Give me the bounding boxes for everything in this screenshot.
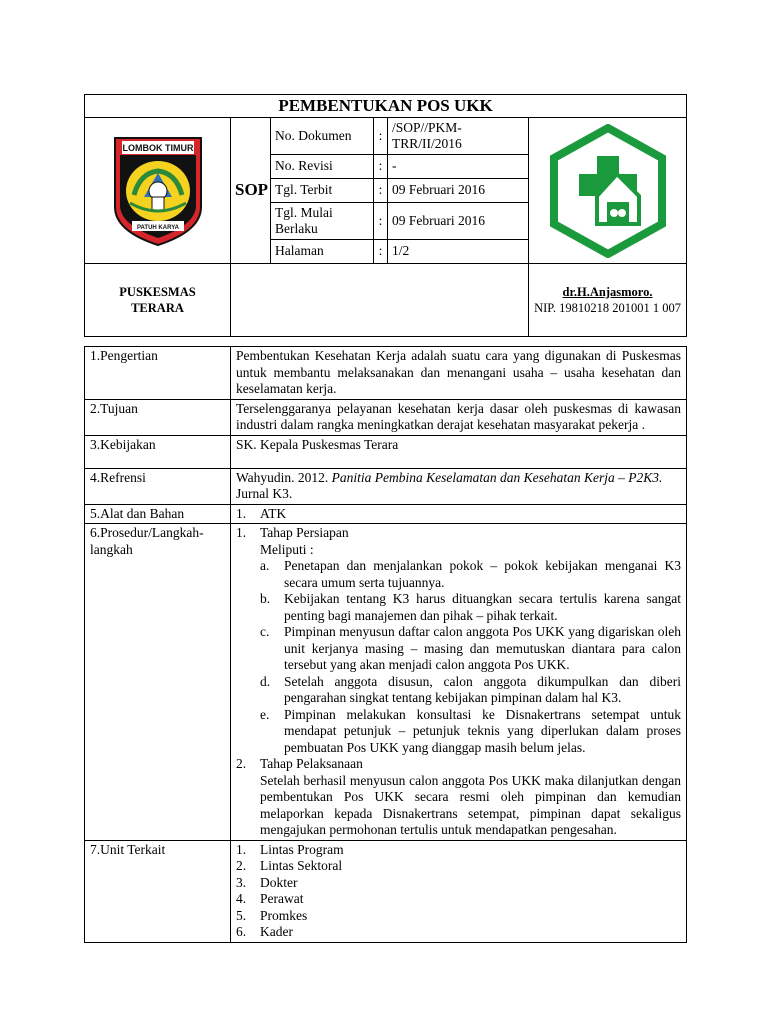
- sop-label: SOP: [231, 118, 271, 264]
- meta-value-issue-date: 09 Februari 2016: [388, 179, 529, 203]
- list-item: 1. Lintas Program: [236, 841, 344, 857]
- section-label-unit: 7.Unit Terkait: [85, 840, 231, 942]
- list-item: e. Pimpinan melakukan konsultasi ke Disnakertrans setempat untuk mendapat petunjuk – petunjuk teknis yang diperlukan dalam proses pembuatan Pos UKK yang dianggap masih belum jelas.: [260, 706, 681, 755]
- meta-value-revision: -: [388, 155, 529, 179]
- step2-text: Setelah berhasil menyusun calon anggota Pos UKK maka dilanjutkan dengan pembentukan Pos UKK secara resmi oleh pimpinan dan kemudian melaporkan kepada Disnakertrans setempat, pimpinan dapat sekaligus mengajukan permohonan tertulis untuk mendapatkan pengesahan.: [260, 772, 681, 837]
- signatory-name: dr.H.Anjasmoro.: [562, 284, 653, 299]
- section-label-referensi: 4.Refrensi: [85, 468, 231, 504]
- logo-left-cell: [85, 118, 231, 264]
- meta-label-effective-date: Tgl. Mulai Berlaku: [271, 203, 374, 240]
- section-label-kebijakan: 3.Kebijakan: [85, 435, 231, 468]
- section-label-pengertian: 1.Pengertian: [85, 347, 231, 400]
- section-label-prosedur: 6.Prosedur/Langkah-langkah: [85, 524, 231, 841]
- list-item: d. Setelah anggota disusun, calon anggota dikumpulkan dan diberi pengarahan singkat tentang kebijakan pimpinan dalam hal K3.: [260, 673, 681, 705]
- meta-label-doc-no: No. Dokumen: [271, 118, 374, 155]
- list-item: 5. Promkes: [236, 907, 308, 923]
- section-list-unit: [231, 840, 687, 942]
- sop-header-table: [84, 94, 687, 337]
- section-label-tujuan: 2.Tujuan: [85, 399, 231, 435]
- section-text-pengertian: Pembentukan Kesehatan Kerja adalah suatu cara yang digunakan di Puskesmas untuk membantu melaksanakan dan menangani usaha – usaha kesehatan dan keselamatan kerja.: [231, 347, 687, 400]
- meta-value-doc-no: /SOP//PKM-TRR/II/2016: [388, 118, 529, 155]
- step2-title: 2. Tahap Pelaksanaan: [236, 756, 363, 771]
- step1-title: 1. Tahap Persiapan: [236, 525, 349, 540]
- meta-label-issue-date: Tgl. Terbit: [271, 179, 374, 203]
- meta-sep: :: [374, 155, 388, 179]
- meta-label-revision: No. Revisi: [271, 155, 374, 179]
- meta-sep: :: [374, 179, 388, 203]
- step1-intro: Meliputi :: [260, 541, 314, 557]
- section-text-kebijakan: SK. Kepala Puskesmas Terara: [231, 435, 687, 468]
- document-title: PEMBENTUKAN POS UKK: [85, 95, 687, 118]
- list-item: 4. Perawat: [236, 891, 304, 906]
- sop-body-table: [84, 346, 687, 943]
- list-item: c. Pimpinan menyusun daftar calon anggota Pos UKK yang digariskan oleh unit kerjanya masing – masing dan memutuskan diantara para calon tersebut yang akan menjadi calon anggota Pos UKK.: [260, 624, 681, 672]
- section-label-alat: 5.Alat dan Bahan: [85, 504, 231, 524]
- list-item: 3. Dokter: [236, 874, 298, 890]
- emblem-bottom-text: PATUH KARYA: [136, 224, 179, 231]
- meta-label-page: Halaman: [271, 240, 374, 264]
- ref-suffix: Jurnal K3.: [236, 486, 293, 501]
- logo-right-cell: [529, 118, 687, 264]
- section-list-alat: [231, 504, 687, 524]
- ref-title: Panitia Pembina Keselamatan dan Kesehatan Kerja – P2K3.: [331, 469, 663, 485]
- list-item: 1. ATK: [236, 505, 287, 521]
- list-item: 6. Kader: [236, 924, 293, 939]
- institution-line1: PUSKESMAS: [119, 284, 196, 299]
- ref-prefix: Wahyudin. 2012.: [236, 469, 332, 485]
- meta-sep: :: [374, 240, 388, 264]
- institution-line2: TERARA: [131, 301, 184, 315]
- meta-sep: :: [374, 203, 388, 240]
- section-text-tujuan: Terselenggaranya pelayanan kesehatan kerja dasar oleh puskesmas di kawasan industri dalam rangka meningkatkan derajat kesehatan masyarakat pekerja .: [231, 399, 687, 435]
- blank-cell: [231, 264, 529, 337]
- section-prosedur: [231, 524, 687, 841]
- emblem-top-text: LOMBOK TIMUR: [122, 142, 193, 153]
- meta-value-effective-date: 09 Februari 2016: [388, 203, 529, 240]
- signatory-nip: NIP. 19810218 201001 1 007: [534, 301, 681, 315]
- puskesmas-logo: [549, 124, 667, 258]
- meta-sep: :: [374, 118, 388, 155]
- list-item: b. Kebijakan tentang K3 harus dituangkan secara tertulis karena sangat penting bagi manajemen dan pihak – pihak terkait.: [260, 591, 681, 623]
- section-text-referensi: [231, 468, 687, 504]
- lombok-timur-emblem: [112, 135, 204, 247]
- institution-cell: [85, 264, 231, 337]
- signatory-cell: [529, 264, 687, 337]
- list-item: 2. Lintas Sektoral: [236, 858, 343, 873]
- meta-value-page: 1/2: [388, 240, 529, 264]
- list-item: a. Penetapan dan menjalankan pokok – pokok kebijakan menganai K3 secara umum serta tujuannya.: [260, 558, 681, 590]
